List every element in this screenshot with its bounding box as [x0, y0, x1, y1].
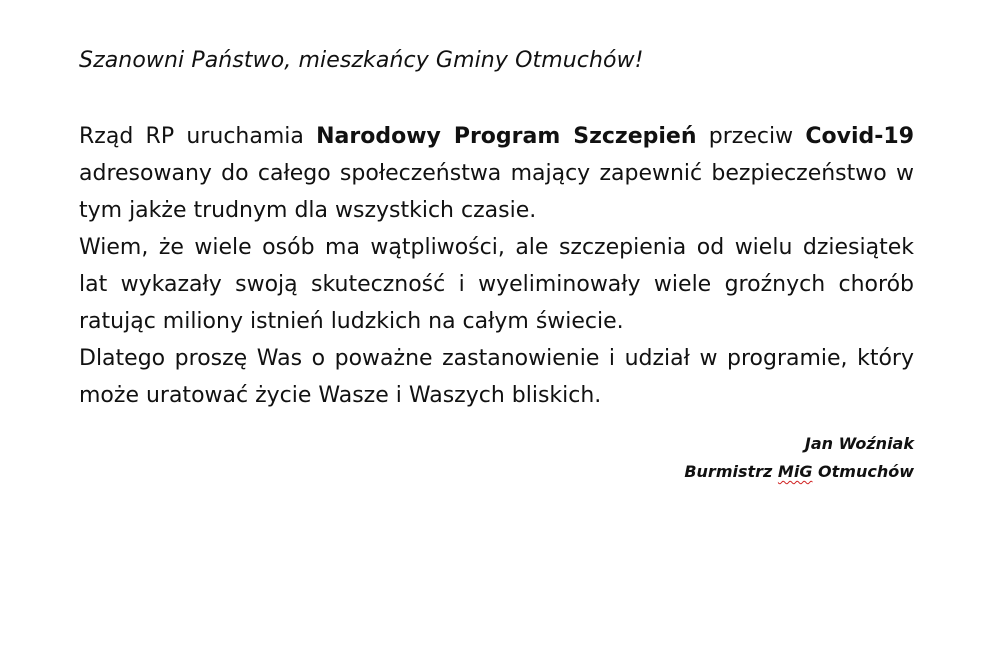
spellcheck-flagged-word: MiG — [777, 462, 813, 481]
disease-name: Covid-19 — [805, 124, 914, 149]
letter-body — [79, 118, 914, 414]
signatory-title — [79, 458, 914, 486]
signatory-title-prefix: Burmistrz — [684, 462, 778, 481]
signatory-title-suffix: Otmuchów — [812, 462, 914, 481]
paragraph-3: Dlatego proszę Was o poważne zastanowienie i udział w programie, który może uratować życie Wasze i Waszych bliskich. — [79, 346, 914, 408]
paragraph-1-text-3: adresowany do całego społeczeństwa mający zapewnić bezpieczeństwo w tym jakże trudnym dla wszystkich czasie. — [79, 161, 914, 223]
signature-block — [79, 430, 914, 486]
paragraph-1-text-2: przeciw — [696, 124, 806, 149]
paragraph-2: Wiem, że wiele osób ma wątpliwości, ale szczepienia od wielu dziesiątek lat wykazały swoją skuteczność i wyeliminowały wiele groźnych chorób ratując miliony istnień ludzkich na całym świecie. — [79, 235, 914, 334]
paragraph-1 — [79, 118, 914, 229]
signatory-name: Jan Woźniak — [804, 434, 914, 453]
program-name: Narodowy Program Szczepień — [316, 124, 697, 149]
letter-greeting: Szanowni Państwo, mieszkańcy Gminy Otmuchów! — [79, 48, 644, 73]
paragraph-1-text-1: Rząd RP uruchamia — [79, 124, 317, 149]
